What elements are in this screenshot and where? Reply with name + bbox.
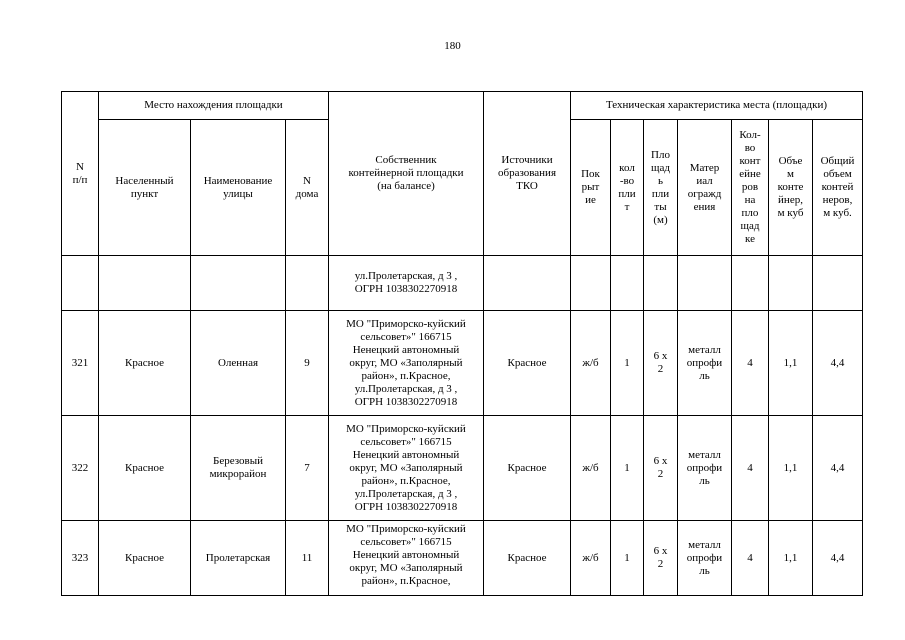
cell-empty [644,256,678,311]
cell-owner: МО "Приморско-куйский сельсовет»" 166715 Ненецкий автономный округ, МО «Заполярный район», п.Красное, ул.Пролетарская, д 3 , ОГРН 1038302270918 [329,311,484,416]
cell-num: 322 [62,416,99,521]
continuation-row [62,256,863,311]
cell-house: 11 [286,521,329,596]
cell-containers: 4 [732,521,769,596]
cell-slab-area: 6 х 2 [644,521,678,596]
header-location-group: Место нахождения площадки [99,92,329,120]
header-slabs: кол -во пли т [611,120,644,256]
header-sources: Источники образования ТКО [484,92,571,256]
cell-empty [99,256,191,311]
table-row [62,311,863,416]
header-street: Наименование улицы [191,120,286,256]
cell-total-volume: 4,4 [813,311,863,416]
cell-slab-area: 6 х 2 [644,311,678,416]
cell-fence: металл опрофи ль [678,416,732,521]
header-total-volume: Общий объем контей неров, м куб. [813,120,863,256]
cell-empty [678,256,732,311]
cell-slabs: 1 [611,416,644,521]
cell-house: 7 [286,416,329,521]
table-row [62,521,863,596]
cell-containers: 4 [732,311,769,416]
cell-empty [611,256,644,311]
header-house: N дома [286,120,329,256]
cell-volume: 1,1 [769,521,813,596]
header-volume: Объе м конте йнер, м куб [769,120,813,256]
header-owner: Собственник контейнерной площадки (на балансе) [329,92,484,256]
cell-sources: Красное [484,416,571,521]
header-row-1 [62,92,863,120]
header-containers: Кол- во конт ейне ров на пло щад ке [732,120,769,256]
cell-street: Оленная [191,311,286,416]
cell-volume: 1,1 [769,311,813,416]
header-tech-group: Техническая характеристика места (площадки) [571,92,863,120]
cell-fence: металл опрофи ль [678,311,732,416]
cell-empty [732,256,769,311]
cell-cover: ж/б [571,416,611,521]
cell-settlement: Красное [99,416,191,521]
cell-owner: МО "Приморско-куйский сельсовет»" 166715 Ненецкий автономный округ, МО «Заполярный район», п.Красное, [329,521,484,596]
header-fence: Матер иал огражд ения [678,120,732,256]
cell-empty [571,256,611,311]
cell-empty [813,256,863,311]
cell-volume: 1,1 [769,416,813,521]
cell-sources: Красное [484,311,571,416]
cell-owner: ул.Пролетарская, д 3 , ОГРН 1038302270918 [329,256,484,311]
cell-owner: МО "Приморско-куйский сельсовет»" 166715 Ненецкий автономный округ, МО «Заполярный район», п.Красное, ул.Пролетарская, д 3 , ОГРН 1038302270918 [329,416,484,521]
cell-house: 9 [286,311,329,416]
cell-cover: ж/б [571,521,611,596]
cell-slabs: 1 [611,521,644,596]
cell-total-volume: 4,4 [813,416,863,521]
cell-num: 323 [62,521,99,596]
cell-slab-area: 6 х 2 [644,416,678,521]
cell-empty [62,256,99,311]
cell-settlement: Красное [99,311,191,416]
header-cover: Пок рыт ие [571,120,611,256]
cell-num: 321 [62,311,99,416]
header-slab-area: Пло щад ь пли ты (м) [644,120,678,256]
page-number: 180 [444,40,461,52]
header-num: N п/п [62,92,99,256]
cell-fence: металл опрофи ль [678,521,732,596]
cell-settlement: Красное [99,521,191,596]
cell-empty [191,256,286,311]
container-sites-table [61,91,863,596]
cell-containers: 4 [732,416,769,521]
cell-street: Пролетарская [191,521,286,596]
cell-empty [769,256,813,311]
cell-street: Березовый микрорайон [191,416,286,521]
table-row [62,416,863,521]
cell-empty [484,256,571,311]
cell-empty [286,256,329,311]
cell-total-volume: 4,4 [813,521,863,596]
cell-cover: ж/б [571,311,611,416]
cell-sources: Красное [484,521,571,596]
header-settlement: Населенный пункт [99,120,191,256]
cell-slabs: 1 [611,311,644,416]
